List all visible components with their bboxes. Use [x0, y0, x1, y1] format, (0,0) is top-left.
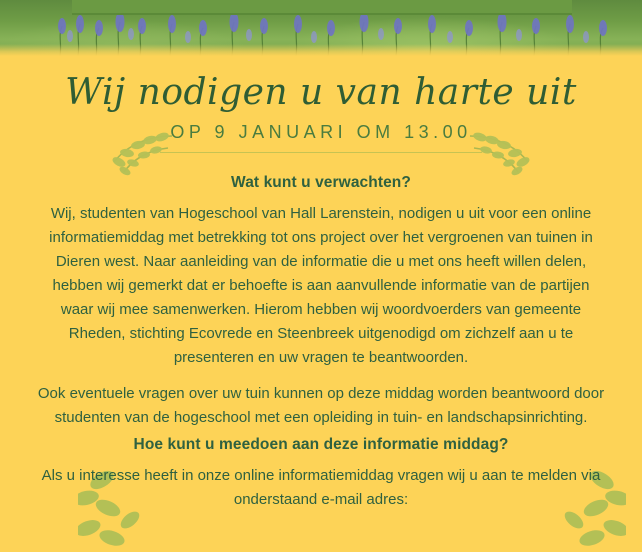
section-heading-participate: Hoe kunt u meedoen aan deze informatie middag?	[133, 436, 509, 453]
photo-top-strip	[72, 0, 572, 15]
page-title: Wij nodigen u van harte uit	[65, 72, 577, 113]
divider	[160, 152, 482, 153]
event-date-time: OP 9 JANUARI OM 13.00	[170, 122, 472, 142]
paragraph-project-intro: Wij, studenten van Hogeschool van Hall Larenstein, nodigen u uit voor een online informatiemiddag met betrekking tot ons project over het vergroenen van tuinen in Dieren west. Naar aanleiding van de informatie die u met ons heeft willen delen, hebben wij gemerkt dat er behoefte is aan aanvullende informatie van de partijen waar wij mee samenwerken. Hierom hebben wij woordvoerders van gemeente Rheden, stichting Ecovrede en Steenbreek uitgenodigd om zichzelf aan u te presenteren en uw vragen te beantwoorden.	[49, 205, 593, 366]
paragraph-garden-questions: Ook eventuele vragen over uw tuin kunnen op deze middag worden beantwoord door studenten van de hogeschool met een opleiding in tuin- en landschapsinrichting.	[37, 385, 605, 426]
paragraph-signup-wrapper	[28, 464, 614, 514]
invitation-body	[28, 168, 614, 514]
garden-photo-band	[0, 0, 642, 56]
section-heading-expectations: Wat kunt u verwachten?	[231, 174, 411, 191]
photo-fade-overlay	[0, 44, 642, 56]
paragraph-signup: Als u interesse heeft in onze online informatiemiddag vragen wij u aan te melden via onderstaand e-mail adres:	[41, 467, 601, 508]
